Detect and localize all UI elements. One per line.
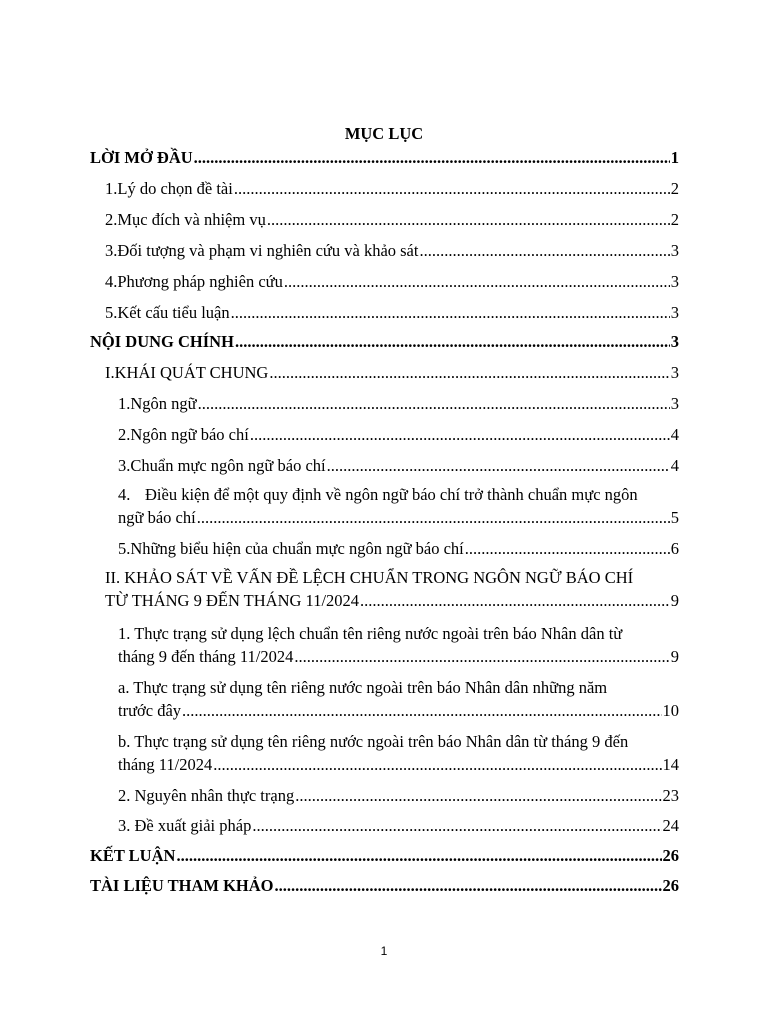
toc-entry-section-ii-line2[interactable] bbox=[105, 590, 679, 612]
toc-entry[interactable] bbox=[118, 538, 679, 560]
toc-leader bbox=[194, 147, 670, 169]
toc-entry-conclusion[interactable] bbox=[90, 845, 679, 867]
toc-entry-number: I. bbox=[105, 363, 115, 382]
toc-entry-text: 1. Thực trạng sử dụng lệch chuẩn tên riêng nước ngoài trên báo Nhân dân từ bbox=[118, 624, 623, 643]
toc-entry-section-i[interactable] bbox=[105, 362, 679, 384]
toc-entry-text: II. KHẢO SÁT VỀ VẤN ĐỀ LỆCH CHUẨN TRONG NGÔN NGỮ BÁO CHÍ bbox=[105, 568, 634, 587]
toc-entry-page: 9 bbox=[670, 591, 679, 610]
toc-entry-page: 4 bbox=[670, 425, 679, 444]
toc-entry-text: b. Thực trạng sử dụng tên riêng nước ngoài trên báo Nhân dân từ tháng 9 đến bbox=[118, 732, 629, 751]
toc-entry-number: 5. bbox=[118, 539, 131, 558]
toc-entry-number: 5. bbox=[105, 303, 118, 322]
toc-leader bbox=[176, 845, 661, 867]
toc-leader bbox=[182, 700, 661, 722]
toc-title: MỤC LỤC bbox=[344, 124, 424, 143]
toc-entry-page: 10 bbox=[662, 701, 679, 720]
toc-entry[interactable] bbox=[105, 178, 679, 200]
toc-entry-text: trước đây bbox=[118, 701, 182, 720]
toc-entry-references[interactable] bbox=[90, 875, 679, 897]
toc-entry-page: 4 bbox=[670, 456, 679, 475]
toc-entry-number: 4. bbox=[118, 485, 131, 504]
toc-entry[interactable] bbox=[118, 455, 679, 477]
toc-entry-text: KẾT LUẬN bbox=[90, 846, 176, 865]
toc-leader bbox=[234, 178, 670, 200]
toc-entry-text: tháng 9 đến tháng 11/2024 bbox=[118, 647, 294, 666]
toc-entry-number: 2. bbox=[105, 210, 118, 229]
toc-entry-page: 24 bbox=[662, 816, 679, 835]
toc-entry-number: 2. bbox=[118, 425, 131, 444]
toc-entry-number: 4. bbox=[105, 272, 118, 291]
toc-entry-page: 6 bbox=[670, 539, 679, 558]
toc-entry-text: 3. Đề xuất giải pháp bbox=[118, 816, 252, 835]
toc-entry-line2[interactable] bbox=[118, 507, 679, 529]
toc-entry-text: Ngôn ngữ bbox=[130, 394, 197, 413]
toc-entry[interactable] bbox=[118, 785, 679, 807]
toc-entry-number: 3. bbox=[105, 241, 118, 260]
toc-entry-page: 26 bbox=[662, 876, 679, 895]
toc-leader bbox=[294, 646, 669, 668]
toc-entry-line2[interactable] bbox=[118, 700, 679, 722]
toc-entry-page: 1 bbox=[670, 148, 679, 167]
toc-leader bbox=[252, 815, 661, 837]
toc-entry-page: 3 bbox=[670, 303, 679, 322]
toc-entry-text: Lý do chọn đề tài bbox=[117, 179, 233, 198]
toc-entry[interactable] bbox=[118, 393, 679, 415]
toc-entry-text: tháng 11/2024 bbox=[118, 755, 213, 774]
toc-entry[interactable] bbox=[105, 271, 679, 293]
toc-leader bbox=[231, 302, 670, 324]
toc-entry-text: KHÁI QUÁT CHUNG bbox=[114, 363, 269, 382]
toc-leader bbox=[198, 393, 670, 415]
toc-entry[interactable] bbox=[105, 240, 679, 262]
toc-entry-text: Mục đích và nhiệm vụ bbox=[117, 210, 266, 229]
toc-entry-text: 2. Nguyên nhân thực trạng bbox=[118, 786, 295, 805]
toc-leader bbox=[360, 590, 670, 612]
toc-entry-text: Đối tượng và phạm vi nghiên cứu và khảo sát bbox=[117, 241, 419, 260]
toc-entry-page: 3 bbox=[670, 363, 679, 382]
toc-entry-text: ngữ báo chí bbox=[118, 508, 196, 527]
toc-entry-page: 3 bbox=[670, 332, 679, 351]
toc-entry-line1[interactable] bbox=[118, 623, 679, 645]
toc-entry-text: Kết cấu tiểu luận bbox=[117, 303, 230, 322]
toc-entry-line1[interactable] bbox=[118, 677, 679, 699]
toc-entry-page: 14 bbox=[662, 755, 679, 774]
toc-leader bbox=[465, 538, 670, 560]
toc-entry-line2[interactable] bbox=[118, 646, 679, 668]
toc-entry-text: Những biểu hiện của chuẩn mực ngôn ngữ báo chí bbox=[130, 539, 464, 558]
toc-entry-number: 1. bbox=[105, 179, 118, 198]
toc-entry-page: 26 bbox=[662, 846, 679, 865]
toc-leader bbox=[235, 331, 670, 353]
toc-entry-line1[interactable] bbox=[118, 731, 679, 753]
toc-leader bbox=[269, 362, 669, 384]
toc-entry-page: 3 bbox=[670, 241, 679, 260]
toc-leader bbox=[419, 240, 669, 262]
toc-entry-page: 3 bbox=[670, 394, 679, 413]
toc-entry[interactable] bbox=[118, 815, 679, 837]
page-number: 1 bbox=[380, 944, 388, 958]
toc-entry[interactable] bbox=[118, 424, 679, 446]
toc-leader bbox=[213, 754, 661, 776]
toc-entry-text: Phương pháp nghiên cứu bbox=[117, 272, 283, 291]
toc-entry-number: 1. bbox=[118, 394, 131, 413]
toc-entry-line1[interactable] bbox=[118, 484, 679, 506]
toc-entry-number: 3. bbox=[118, 456, 131, 475]
toc-leader bbox=[327, 455, 670, 477]
toc-entry-page: 9 bbox=[670, 647, 679, 666]
toc-leader bbox=[267, 209, 670, 231]
toc-entry-text: Chuẩn mực ngôn ngữ báo chí bbox=[130, 456, 326, 475]
toc-entry-text: a. Thực trạng sử dụng tên riêng nước ngoài trên báo Nhân dân những năm bbox=[118, 678, 608, 697]
toc-entry-text: TÀI LIỆU THAM KHẢO bbox=[90, 876, 274, 895]
toc-leader bbox=[275, 875, 662, 897]
toc-entry[interactable] bbox=[105, 209, 679, 231]
toc-leader bbox=[295, 785, 661, 807]
toc-entry-text: Ngôn ngữ báo chí bbox=[130, 425, 249, 444]
toc-entry-page: 2 bbox=[670, 210, 679, 229]
toc-entry-text: Điều kiện để một quy định về ngôn ngữ báo chí trở thành chuẩn mực ngôn bbox=[145, 485, 638, 504]
toc-leader bbox=[284, 271, 670, 293]
toc-entry-page: 23 bbox=[662, 786, 679, 805]
toc-entry-page: 2 bbox=[670, 179, 679, 198]
toc-entry-text: TỪ THÁNG 9 ĐẾN THÁNG 11/2024 bbox=[105, 591, 360, 610]
toc-entry[interactable] bbox=[105, 302, 679, 324]
toc-entry-section-ii-line1[interactable] bbox=[105, 567, 679, 589]
toc-entry-main-content[interactable] bbox=[90, 331, 679, 353]
toc-entry-intro[interactable] bbox=[90, 147, 679, 169]
toc-entry-text: NỘI DUNG CHÍNH bbox=[90, 332, 234, 351]
toc-entry-text: LỜI MỞ ĐẦU bbox=[90, 148, 193, 167]
toc-leader bbox=[197, 507, 670, 529]
toc-entry-page: 5 bbox=[670, 508, 679, 527]
toc-leader bbox=[250, 424, 670, 446]
toc-entry-line2[interactable] bbox=[118, 754, 679, 776]
toc-entry-page: 3 bbox=[670, 272, 679, 291]
